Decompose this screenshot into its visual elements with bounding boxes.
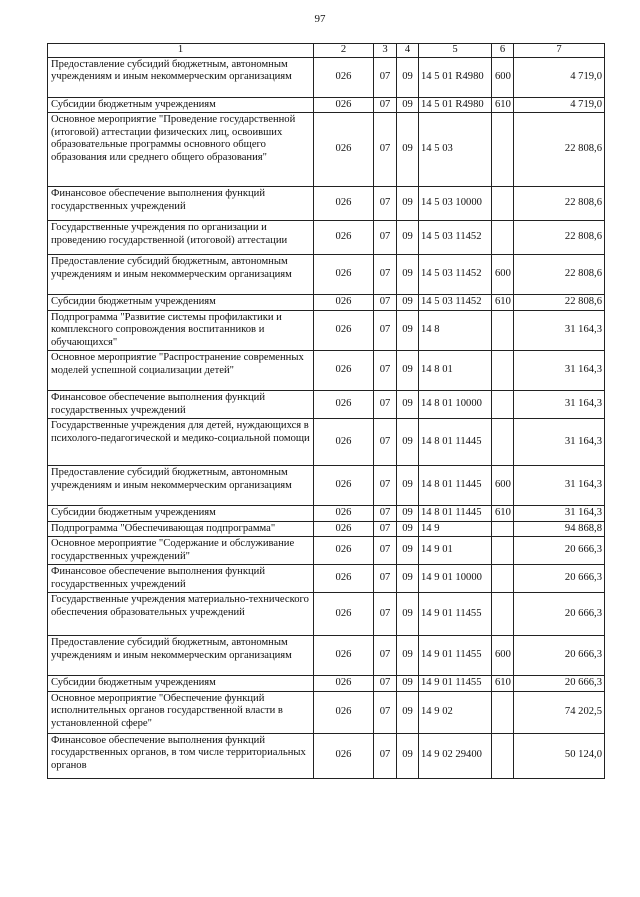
subsection-cell: 09 [397,187,419,221]
section-cell: 07 [374,521,397,537]
row-description: Субсидии бюджетным учреждениям [48,506,314,522]
row-description: Основное мероприятие "Проведение государственной (итоговой) аттестации физических лиц, освоивших образовательные программы основного общего образования или среднего общего образования" [48,113,314,187]
row-description: Основное мероприятие "Содержание и обслуживание государственных учреждений" [48,537,314,565]
section-cell: 07 [374,636,397,676]
amount-cell: 20 666,3 [514,676,605,692]
column-header: 6 [492,44,514,58]
code-cell: 026 [314,57,374,97]
amount-cell: 4 719,0 [514,97,605,113]
code-cell: 026 [314,113,374,187]
table-row [48,187,605,221]
table-row [48,521,605,537]
expense-type-cell [492,187,514,221]
table-row [48,733,605,778]
subsection-cell: 09 [397,221,419,255]
table-row [48,506,605,522]
expense-type-cell [492,565,514,593]
target-article-cell: 14 8 01 [419,351,492,391]
column-header: 1 [48,44,314,58]
target-article-cell: 14 9 01 11455 [419,593,492,636]
subsection-cell: 09 [397,419,419,466]
target-article-cell: 14 5 03 11452 [419,255,492,295]
table-row [48,351,605,391]
table-row [48,565,605,593]
section-cell: 07 [374,676,397,692]
target-article-cell: 14 5 03 [419,113,492,187]
code-cell: 026 [314,521,374,537]
section-cell: 07 [374,113,397,187]
table-header-row [48,44,605,58]
subsection-cell: 09 [397,57,419,97]
expense-type-cell [492,733,514,778]
subsection-cell: 09 [397,733,419,778]
table-row [48,419,605,466]
budget-table [47,43,605,779]
target-article-cell: 14 5 01 R4980 [419,57,492,97]
amount-cell: 74 202,5 [514,691,605,733]
subsection-cell: 09 [397,565,419,593]
target-article-cell: 14 9 02 [419,691,492,733]
amount-cell: 22 808,6 [514,187,605,221]
subsection-cell: 09 [397,506,419,522]
target-article-cell: 14 8 01 11445 [419,506,492,522]
section-cell: 07 [374,57,397,97]
code-cell: 026 [314,565,374,593]
section-cell: 07 [374,187,397,221]
subsection-cell: 09 [397,593,419,636]
table-row [48,255,605,295]
row-description: Предоставление субсидий бюджетным, автономным учреждениям и иным некоммерческим организациям [48,636,314,676]
amount-cell: 22 808,6 [514,255,605,295]
table-row [48,310,605,351]
subsection-cell: 09 [397,255,419,295]
row-description: Финансовое обеспечение выполнения функций государственных органов, в том числе территориальных органов [48,733,314,778]
subsection-cell: 09 [397,466,419,506]
target-article-cell: 14 8 01 10000 [419,391,492,419]
target-article-cell: 14 9 [419,521,492,537]
expense-type-cell [492,419,514,466]
section-cell: 07 [374,310,397,351]
section-cell: 07 [374,733,397,778]
section-cell: 07 [374,691,397,733]
subsection-cell: 09 [397,537,419,565]
row-description: Основное мероприятие "Распространение современных моделей успешной социализации детей" [48,351,314,391]
amount-cell: 31 164,3 [514,419,605,466]
target-article-cell: 14 8 01 11445 [419,419,492,466]
section-cell: 07 [374,537,397,565]
subsection-cell: 09 [397,521,419,537]
code-cell: 026 [314,295,374,311]
section-cell: 07 [374,419,397,466]
page-number: 97 [314,13,326,25]
amount-cell: 22 808,6 [514,295,605,311]
amount-cell: 31 164,3 [514,506,605,522]
row-description: Государственные учреждения по организации и проведению государственной (итоговой) аттестации [48,221,314,255]
code-cell: 026 [314,636,374,676]
code-cell: 026 [314,310,374,351]
row-description: Предоставление субсидий бюджетным, автономным учреждениям и иным некоммерческим организациям [48,255,314,295]
column-header: 2 [314,44,374,58]
section-cell: 07 [374,351,397,391]
row-description: Субсидии бюджетным учреждениям [48,295,314,311]
row-description: Субсидии бюджетным учреждениям [48,97,314,113]
code-cell: 026 [314,506,374,522]
expense-type-cell: 610 [492,97,514,113]
amount-cell: 31 164,3 [514,391,605,419]
expense-type-cell: 610 [492,676,514,692]
code-cell: 026 [314,537,374,565]
row-description: Подпрограмма "Обеспечивающая подпрограмма" [48,521,314,537]
target-article-cell: 14 8 01 11445 [419,466,492,506]
table-row [48,97,605,113]
code-cell: 026 [314,221,374,255]
column-header: 5 [419,44,492,58]
column-header: 3 [374,44,397,58]
table-row [48,691,605,733]
table-row [48,636,605,676]
code-cell: 026 [314,419,374,466]
subsection-cell: 09 [397,636,419,676]
subsection-cell: 09 [397,310,419,351]
subsection-cell: 09 [397,295,419,311]
amount-cell: 22 808,6 [514,221,605,255]
subsection-cell: 09 [397,97,419,113]
table-row [48,391,605,419]
amount-cell: 22 808,6 [514,113,605,187]
expense-type-cell [492,537,514,565]
code-cell: 026 [314,255,374,295]
expense-type-cell: 600 [492,636,514,676]
amount-cell: 4 719,0 [514,57,605,97]
target-article-cell: 14 9 01 10000 [419,565,492,593]
subsection-cell: 09 [397,676,419,692]
target-article-cell: 14 5 03 10000 [419,187,492,221]
row-description: Государственные учреждения для детей, нуждающихся в психолого-педагогической и медико-социальной помощи [48,419,314,466]
amount-cell: 31 164,3 [514,310,605,351]
expense-type-cell: 600 [492,466,514,506]
subsection-cell: 09 [397,391,419,419]
table-row [48,295,605,311]
amount-cell: 31 164,3 [514,466,605,506]
table-row [48,593,605,636]
row-description: Финансовое обеспечение выполнения функций государственных учреждений [48,391,314,419]
row-description: Государственные учреждения материально-технического обеспечения образовательных учреждений [48,593,314,636]
expense-type-cell [492,691,514,733]
section-cell: 07 [374,466,397,506]
code-cell: 026 [314,187,374,221]
amount-cell: 94 868,8 [514,521,605,537]
expense-type-cell [492,391,514,419]
table-row [48,113,605,187]
target-article-cell: 14 5 03 11452 [419,221,492,255]
table-row [48,221,605,255]
expense-type-cell [492,113,514,187]
target-article-cell: 14 9 01 11455 [419,636,492,676]
expense-type-cell: 610 [492,506,514,522]
target-article-cell: 14 8 [419,310,492,351]
expense-type-cell [492,351,514,391]
code-cell: 026 [314,691,374,733]
amount-cell: 50 124,0 [514,733,605,778]
section-cell: 07 [374,295,397,311]
section-cell: 07 [374,565,397,593]
target-article-cell: 14 9 02 29400 [419,733,492,778]
expense-type-cell: 610 [492,295,514,311]
section-cell: 07 [374,97,397,113]
table-row [48,537,605,565]
subsection-cell: 09 [397,691,419,733]
table-row [48,57,605,97]
amount-cell: 20 666,3 [514,593,605,636]
column-header: 4 [397,44,419,58]
expense-type-cell [492,221,514,255]
table-row [48,466,605,506]
row-description: Предоставление субсидий бюджетным, автономным учреждениям и иным некоммерческим организациям [48,57,314,97]
target-article-cell: 14 5 03 11452 [419,295,492,311]
code-cell: 026 [314,466,374,506]
section-cell: 07 [374,593,397,636]
section-cell: 07 [374,506,397,522]
amount-cell: 31 164,3 [514,351,605,391]
code-cell: 026 [314,676,374,692]
expense-type-cell [492,521,514,537]
row-description: Финансовое обеспечение выполнения функций государственных учреждений [48,565,314,593]
target-article-cell: 14 9 01 [419,537,492,565]
column-header: 7 [514,44,605,58]
subsection-cell: 09 [397,351,419,391]
section-cell: 07 [374,391,397,419]
expense-type-cell [492,310,514,351]
code-cell: 026 [314,351,374,391]
row-description: Подпрограмма "Развитие системы профилактики и комплексного сопровождения воспитанников и обучающихся" [48,310,314,351]
target-article-cell: 14 5 01 R4980 [419,97,492,113]
code-cell: 026 [314,391,374,419]
section-cell: 07 [374,221,397,255]
subsection-cell: 09 [397,113,419,187]
table-row [48,676,605,692]
expense-type-cell [492,593,514,636]
code-cell: 026 [314,593,374,636]
row-description: Финансовое обеспечение выполнения функций государственных учреждений [48,187,314,221]
code-cell: 026 [314,733,374,778]
section-cell: 07 [374,255,397,295]
row-description: Субсидии бюджетным учреждениям [48,676,314,692]
row-description: Предоставление субсидий бюджетным, автономным учреждениям и иным некоммерческим организациям [48,466,314,506]
target-article-cell: 14 9 01 11455 [419,676,492,692]
amount-cell: 20 666,3 [514,537,605,565]
amount-cell: 20 666,3 [514,636,605,676]
amount-cell: 20 666,3 [514,565,605,593]
expense-type-cell: 600 [492,57,514,97]
code-cell: 026 [314,97,374,113]
row-description: Основное мероприятие "Обеспечение функций исполнительных органов государственной власти в установленной сфере" [48,691,314,733]
expense-type-cell: 600 [492,255,514,295]
